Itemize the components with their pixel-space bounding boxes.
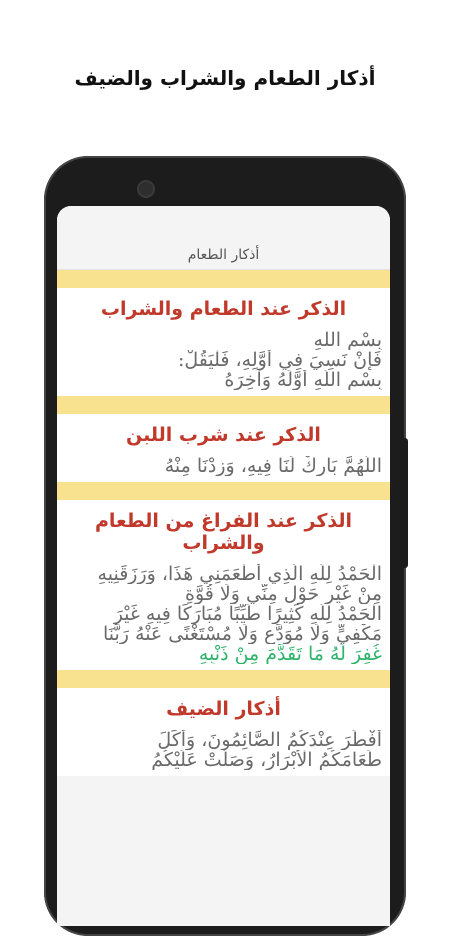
app-bar (57, 206, 390, 270)
section-divider (57, 670, 390, 688)
dhikr-text-line: طَعَامَكُمُ الْأَبْرَارُ، وَصَلَّتْ عَلَيْكُمُ (151, 750, 382, 770)
dhikr-section (57, 670, 390, 776)
section-title: الذكر عند الطعام والشراب (100, 298, 347, 320)
section-divider (57, 396, 390, 414)
dhikr-section (57, 482, 390, 670)
section-divider (57, 270, 390, 288)
section-divider (57, 482, 390, 500)
dhikr-card[interactable] (57, 688, 390, 776)
dhikr-text-line: اللَّهُمَّ بَارِكْ لَنَا فِيهِ، وَزِدْنَا مِنْهُ (164, 456, 382, 476)
dhikr-reward-line: غُفِرَ لَهُ مَا تَقَدَّمَ مِنْ ذَنْبِهِ (198, 644, 382, 664)
dhikr-text-line: بِسْمِ اللهِ (313, 330, 382, 350)
dhikr-text-line: الْحَمْدُ لِلَّهِ الَّذِي أَطْعَمَنِي هَذَا، وَرَزَقَنِيهِ (97, 564, 382, 584)
dhikr-card[interactable] (57, 288, 390, 396)
dhikr-section (57, 396, 390, 482)
dhikr-text-line: فَإِنْ نَسِيَ فِي أَوَّلِهِ، فَلْيَقُلْ: (177, 350, 382, 370)
section-title: الذكر عند الفراغ من الطعام والشراب (94, 510, 353, 554)
section-title: الذكر عند شرب اللبن (126, 424, 321, 446)
dhikr-card[interactable] (57, 500, 390, 670)
app-screen (57, 206, 390, 926)
app-title: أذكار الطعام (187, 247, 260, 263)
dhikr-text-line: بِسْمِ اللَّهِ أَوَّلَهُ وَآخِرَهُ (224, 370, 382, 390)
front-camera (137, 180, 155, 198)
dhikr-section (57, 270, 390, 396)
dhikr-text-line: أَفْطَرَ عِنْدَكُمُ الصَّائِمُونَ، وَأَكَلَ (157, 730, 382, 750)
dhikr-text-line: مَكْفِيٍّ وَلَا مُوَدَّعٍ وَلَا مُسْتَغْنًى عَنْهُ رَبَّنَا (102, 624, 382, 644)
dhikr-card[interactable] (57, 414, 390, 482)
dhikr-text-line: الْحَمْدُ لِلَّهِ كَثِيرًا طَيِّبًا مُبَارَكًا فِيهِ غَيْرَ (113, 604, 382, 624)
promo-title: أذكار الطعام والشراب والضيف (74, 66, 376, 90)
dhikr-text-line: مِنْ غَيْرِ حَوْلٍ مِنِّي وَلَا قُوَّةٍ (185, 584, 382, 604)
power-button (403, 438, 408, 568)
dhikr-list[interactable] (57, 270, 390, 776)
section-title: أذكار الضيف (166, 698, 281, 720)
